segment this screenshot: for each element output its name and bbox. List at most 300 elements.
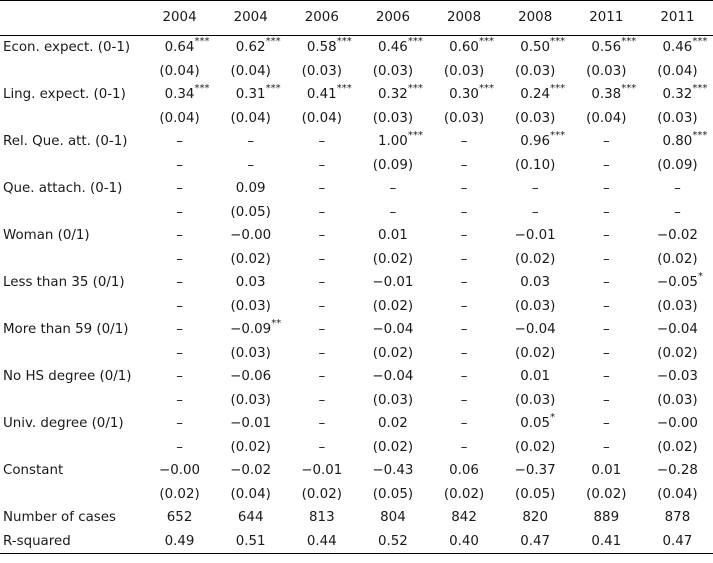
coefficient-value <box>306 36 352 56</box>
coefficient-cell <box>215 36 286 60</box>
column-header: 2011 <box>571 1 642 36</box>
standard-error-cell: (0.03) <box>301 63 342 79</box>
standard-error-cell: (0.04) <box>230 63 271 79</box>
coefficient-cell <box>286 271 357 295</box>
coefficient-row <box>0 459 713 483</box>
coefficient-cell <box>215 83 286 107</box>
standard-error-cell: (0.03) <box>515 110 556 126</box>
coefficient-cell <box>144 459 215 483</box>
standard-error-cell: – <box>602 345 610 361</box>
coefficient-cell <box>642 224 713 248</box>
coefficient-value <box>461 323 468 336</box>
coefficient-cell <box>286 130 357 154</box>
standard-error-cell: (0.04) <box>301 110 342 126</box>
coefficient-cell <box>642 83 713 107</box>
coefficient-cell <box>429 365 500 389</box>
summary-cell: 0.41 <box>571 530 642 554</box>
coefficient-value <box>603 417 610 430</box>
header-row <box>0 1 713 36</box>
coefficient-number: −0.01 <box>372 275 414 291</box>
row-label-empty <box>0 389 144 413</box>
coefficient-cell <box>429 224 500 248</box>
coefficient-value <box>674 182 681 195</box>
row-label: Rel. Que. att. (0-1) <box>3 134 128 150</box>
coefficient-cell <box>357 130 428 154</box>
coefficient-cell <box>500 36 571 60</box>
significance-stars: *** <box>407 83 423 95</box>
coefficient-cell <box>286 224 357 248</box>
significance-stars: * <box>697 271 703 283</box>
standard-error-cell: – <box>176 298 183 314</box>
standard-error-cell: (0.04) <box>230 486 271 502</box>
standard-error-cell: (0.03) <box>230 392 271 408</box>
coefficient-cell <box>429 459 500 483</box>
coefficient-value <box>520 83 566 103</box>
coefficient-number: – <box>674 181 681 197</box>
coefficient-cell <box>571 271 642 295</box>
coefficient-number: – <box>460 134 468 150</box>
standard-error-cell: (0.03) <box>372 392 414 408</box>
coefficient-value <box>301 464 342 477</box>
coefficient-number: 0.64 <box>164 40 195 56</box>
coefficient-cell <box>286 412 357 436</box>
significance-stars: *** <box>550 36 566 48</box>
coefficient-number: 0.32 <box>378 87 408 103</box>
coefficient-value <box>378 83 423 103</box>
coefficient-cell <box>500 318 571 342</box>
coefficient-number: – <box>602 181 610 197</box>
coefficient-cell <box>429 36 500 60</box>
standard-error-row <box>0 389 713 413</box>
coefficient-value <box>390 182 397 195</box>
coefficient-value <box>603 276 610 289</box>
coefficient-cell <box>215 130 286 154</box>
summary-cell: 0.51 <box>215 530 286 554</box>
coefficient-cell <box>144 271 215 295</box>
standard-error-cell: – <box>176 204 183 220</box>
standard-error-cell: (0.02) <box>657 251 698 267</box>
coefficient-value <box>461 135 468 148</box>
coefficient-value <box>532 182 539 195</box>
coefficient-cell <box>571 318 642 342</box>
coefficient-number: – <box>460 322 468 338</box>
coefficient-value <box>230 464 271 477</box>
coefficient-number: 0.09 <box>235 181 266 197</box>
standard-error-cell: – <box>460 345 468 361</box>
standard-error-cell: (0.04) <box>657 486 698 502</box>
coefficient-value <box>372 370 413 383</box>
coefficient-value <box>318 182 325 195</box>
coefficient-number: – <box>318 134 326 150</box>
summary-cell: 652 <box>166 510 193 526</box>
coefficient-value <box>591 36 637 56</box>
standard-error-cell: – <box>389 204 397 220</box>
coefficient-cell <box>144 224 215 248</box>
standard-error-cell: (0.05) <box>515 486 556 502</box>
coefficient-number: −0.01 <box>230 416 272 432</box>
row-label-empty <box>0 295 144 319</box>
coefficient-number: – <box>602 134 610 150</box>
coefficient-cell <box>642 177 713 201</box>
significance-stars: *** <box>265 36 281 48</box>
significance-stars: *** <box>621 36 637 48</box>
coefficient-value <box>515 323 556 336</box>
row-label: Que. attach. (0-1) <box>3 181 123 197</box>
standard-error-cell: (0.03) <box>372 110 414 126</box>
coefficient-number: – <box>389 181 397 197</box>
coefficient-cell <box>571 177 642 201</box>
standard-error-cell: (0.03) <box>515 298 556 314</box>
coefficient-value <box>515 229 556 242</box>
coefficient-value <box>176 370 183 383</box>
standard-error-cell: (0.02) <box>443 486 485 502</box>
coefficient-number: −0.28 <box>656 463 698 479</box>
standard-error-cell: – <box>460 392 468 408</box>
coefficient-value <box>603 135 610 148</box>
coefficient-number: −0.09 <box>230 322 272 338</box>
coefficient-cell <box>357 412 428 436</box>
coefficient-number: −0.03 <box>656 369 698 385</box>
coefficient-cell <box>642 271 713 295</box>
coefficient-row <box>0 224 713 248</box>
coefficient-number: 0.41 <box>306 87 337 103</box>
summary-row <box>0 506 713 530</box>
coefficient-cell <box>357 177 428 201</box>
coefficient-value <box>230 417 271 430</box>
coefficient-number: – <box>318 322 326 338</box>
significance-stars: *** <box>478 83 494 95</box>
coefficient-cell <box>357 459 428 483</box>
coefficient-row <box>0 271 713 295</box>
coefficient-cell <box>215 224 286 248</box>
coefficient-number: – <box>602 369 610 385</box>
standard-error-row <box>0 107 713 131</box>
summary-cell: 0.44 <box>286 530 357 554</box>
coefficient-number: 0.60 <box>449 40 479 56</box>
coefficient-value <box>591 464 621 477</box>
standard-error-cell: – <box>176 439 183 455</box>
standard-error-cell: – <box>674 204 681 220</box>
coefficient-value <box>657 370 698 383</box>
header-label-cell <box>0 1 144 36</box>
coefficient-value <box>235 36 281 56</box>
coefficient-cell <box>215 177 286 201</box>
summary-cell: 889 <box>593 510 620 526</box>
summary-cell: 0.40 <box>429 530 500 554</box>
coefficient-cell <box>215 271 286 295</box>
coefficient-number: – <box>460 369 468 385</box>
coefficient-cell <box>429 318 500 342</box>
coefficient-number: −0.04 <box>372 369 414 385</box>
standard-error-cell: – <box>318 157 326 173</box>
significance-stars: *** <box>550 130 566 142</box>
coefficient-cell <box>144 365 215 389</box>
coefficient-number: – <box>602 275 610 291</box>
coefficient-value <box>159 464 200 477</box>
row-label-empty <box>0 436 144 460</box>
significance-stars: *** <box>692 36 708 48</box>
coefficient-cell <box>286 459 357 483</box>
standard-error-cell: (0.04) <box>159 63 200 79</box>
standard-error-cell: (0.03) <box>230 298 271 314</box>
coefficient-number: 0.80 <box>662 134 693 150</box>
coefficient-value <box>657 229 698 242</box>
column-header: 2011 <box>642 1 713 36</box>
row-label-empty <box>0 60 144 84</box>
coefficient-cell <box>571 36 642 60</box>
standard-error-cell: – <box>602 298 610 314</box>
coefficient-value <box>657 323 698 336</box>
standard-error-cell: – <box>602 204 610 220</box>
coefficient-cell <box>429 83 500 107</box>
coefficient-cell <box>500 224 571 248</box>
coefficient-cell <box>144 83 215 107</box>
significance-stars: * <box>550 412 556 424</box>
coefficient-cell <box>571 412 642 436</box>
standard-error-cell: – <box>602 251 610 267</box>
standard-error-cell: (0.04) <box>230 110 271 126</box>
standard-error-cell: – <box>318 345 326 361</box>
coefficient-value <box>372 464 413 477</box>
coefficient-number: – <box>460 181 468 197</box>
coefficient-value <box>306 83 352 103</box>
standard-error-row <box>0 483 713 507</box>
significance-stars: *** <box>621 83 637 95</box>
standard-error-cell: – <box>602 392 610 408</box>
coefficient-cell <box>571 459 642 483</box>
row-label-empty <box>0 201 144 225</box>
standard-error-cell: – <box>318 298 326 314</box>
row-label: No HS degree (0/1) <box>3 369 132 385</box>
coefficient-value <box>235 83 281 103</box>
standard-error-cell: (0.03) <box>372 63 414 79</box>
coefficient-value <box>176 182 183 195</box>
coefficient-row <box>0 412 713 436</box>
significance-stars: *** <box>194 83 210 95</box>
coefficient-number: 0.34 <box>164 87 195 103</box>
coefficient-cell <box>571 130 642 154</box>
coefficient-value <box>591 83 637 103</box>
coefficient-number: 0.58 <box>306 40 337 56</box>
coefficient-cell <box>286 365 357 389</box>
coefficient-number: −0.43 <box>372 463 414 479</box>
coefficient-number: 0.30 <box>449 87 479 103</box>
coefficient-cell <box>429 130 500 154</box>
significance-stars: *** <box>194 36 210 48</box>
coefficient-cell <box>642 318 713 342</box>
coefficient-cell <box>429 412 500 436</box>
coefficient-value <box>520 370 550 383</box>
coefficient-cell <box>357 365 428 389</box>
coefficient-number: −0.00 <box>230 228 272 244</box>
standard-error-cell: (0.03) <box>230 345 271 361</box>
row-label: Less than 35 (0/1) <box>3 275 125 291</box>
significance-stars: *** <box>336 36 352 48</box>
coefficient-cell <box>500 412 571 436</box>
standard-error-cell: – <box>602 439 610 455</box>
coefficient-number: – <box>318 228 326 244</box>
coefficient-value <box>461 276 468 289</box>
coefficient-value <box>603 229 610 242</box>
standard-error-cell: – <box>460 204 468 220</box>
standard-error-row <box>0 60 713 84</box>
standard-error-cell: – <box>176 345 183 361</box>
standard-error-cell: (0.02) <box>372 298 414 314</box>
standard-error-cell: – <box>460 298 468 314</box>
coefficient-value <box>378 36 423 56</box>
standard-error-cell: (0.04) <box>657 63 698 79</box>
coefficient-number: – <box>602 416 610 432</box>
standard-error-cell: (0.02) <box>230 439 271 455</box>
coefficient-number: −0.02 <box>230 463 272 479</box>
coefficient-value <box>449 83 494 103</box>
coefficient-cell <box>215 459 286 483</box>
standard-error-cell: – <box>460 251 468 267</box>
coefficient-cell <box>500 130 571 154</box>
coefficient-value <box>236 182 266 195</box>
standard-error-cell: (0.03) <box>443 63 485 79</box>
coefficient-number: – <box>460 228 468 244</box>
standard-error-cell: – <box>176 251 183 267</box>
standard-error-cell: – <box>176 392 183 408</box>
coefficient-value <box>176 276 183 289</box>
coefficient-number: 0.05 <box>520 416 551 432</box>
coefficient-value <box>247 135 254 148</box>
coefficient-number: 0.46 <box>378 40 408 56</box>
coefficient-cell <box>357 224 428 248</box>
coefficient-cell <box>500 271 571 295</box>
coefficient-number: −0.00 <box>159 463 201 479</box>
coefficient-number: 0.50 <box>520 40 551 56</box>
coefficient-value <box>520 130 566 150</box>
coefficient-value <box>461 229 468 242</box>
standard-error-cell: (0.04) <box>159 110 200 126</box>
coefficient-cell <box>215 412 286 436</box>
coefficient-number: – <box>176 369 183 385</box>
row-label: More than 59 (0/1) <box>3 322 129 338</box>
coefficient-cell <box>144 130 215 154</box>
coefficient-cell <box>642 130 713 154</box>
standard-error-cell: – <box>176 157 183 173</box>
significance-stars: *** <box>265 83 281 95</box>
standard-error-cell: (0.09) <box>372 157 414 173</box>
coefficient-value <box>318 417 325 430</box>
coefficient-cell <box>642 412 713 436</box>
coefficient-row <box>0 130 713 154</box>
summary-cell: 0.47 <box>642 530 713 554</box>
coefficient-row <box>0 318 713 342</box>
coefficient-number: −0.05 <box>656 275 698 291</box>
standard-error-cell: (0.04) <box>586 110 627 126</box>
standard-error-row <box>0 436 713 460</box>
coefficient-cell <box>571 83 642 107</box>
significance-stars: *** <box>407 36 423 48</box>
coefficient-value <box>318 276 325 289</box>
standard-error-cell: (0.05) <box>372 486 414 502</box>
coefficient-number: – <box>176 275 183 291</box>
standard-error-cell: (0.02) <box>515 345 556 361</box>
coefficient-cell <box>286 36 357 60</box>
standard-error-cell: – <box>247 157 255 173</box>
coefficient-number: – <box>247 134 255 150</box>
coefficient-cell <box>357 271 428 295</box>
coefficient-cell <box>500 83 571 107</box>
coefficient-cell <box>500 177 571 201</box>
coefficient-number: 0.01 <box>520 369 551 385</box>
coefficient-number: 0.24 <box>520 87 551 103</box>
coefficient-cell <box>571 365 642 389</box>
summary-cell: 644 <box>237 510 264 526</box>
coefficient-cell <box>215 365 286 389</box>
coefficient-number: 0.46 <box>662 40 693 56</box>
coefficient-number: −0.01 <box>301 463 343 479</box>
standard-error-cell: (0.03) <box>586 63 627 79</box>
row-label: Econ. expect. (0-1) <box>3 40 131 56</box>
standard-error-cell: (0.03) <box>657 110 698 126</box>
coefficient-cell <box>286 318 357 342</box>
coefficient-value <box>318 229 325 242</box>
standard-error-cell: (0.02) <box>301 486 342 502</box>
coefficient-value <box>656 271 703 291</box>
coefficient-number: – <box>176 228 183 244</box>
coefficient-row <box>0 177 713 201</box>
column-header: 2008 <box>500 1 571 36</box>
coefficient-value <box>236 276 266 289</box>
coefficient-number: – <box>460 416 468 432</box>
coefficient-value <box>449 464 479 477</box>
coefficient-cell <box>144 412 215 436</box>
significance-stars: *** <box>478 36 494 48</box>
standard-error-cell: – <box>318 204 326 220</box>
summary-cell: 0.47 <box>500 530 571 554</box>
column-header: 2004 <box>215 1 286 36</box>
coefficient-number: 0.01 <box>591 463 622 479</box>
coefficient-value <box>520 412 556 432</box>
significance-stars: *** <box>336 83 352 95</box>
coefficient-value <box>603 182 610 195</box>
summary-cell: 842 <box>451 510 477 526</box>
standard-error-cell: (0.02) <box>515 251 556 267</box>
standard-error-cell: (0.03) <box>443 110 485 126</box>
standard-error-cell: (0.03) <box>515 392 556 408</box>
coefficient-value <box>318 135 325 148</box>
coefficient-number: −0.00 <box>656 416 698 432</box>
coefficient-row <box>0 36 713 60</box>
coefficient-number: −0.04 <box>372 322 414 338</box>
coefficient-cell <box>144 36 215 60</box>
standard-error-cell: (0.03) <box>657 392 698 408</box>
column-header: 2006 <box>357 1 428 36</box>
standard-error-cell: (0.02) <box>159 486 200 502</box>
standard-error-cell: (0.03) <box>515 63 556 79</box>
coefficient-value <box>662 83 708 103</box>
row-label-empty <box>0 342 144 366</box>
coefficient-value <box>176 229 183 242</box>
summary-cell: 878 <box>664 510 691 526</box>
standard-error-cell: (0.02) <box>657 439 698 455</box>
coefficient-value <box>318 323 325 336</box>
coefficient-value <box>230 370 271 383</box>
coefficient-value <box>515 464 556 477</box>
coefficient-cell <box>357 36 428 60</box>
row-label-empty <box>0 483 144 507</box>
significance-stars: *** <box>692 83 708 95</box>
coefficient-number: 0.03 <box>235 275 266 291</box>
summary-cell: 0.49 <box>144 530 215 554</box>
coefficient-value <box>461 417 468 430</box>
coefficient-number: −0.02 <box>656 228 698 244</box>
coefficient-cell <box>357 318 428 342</box>
